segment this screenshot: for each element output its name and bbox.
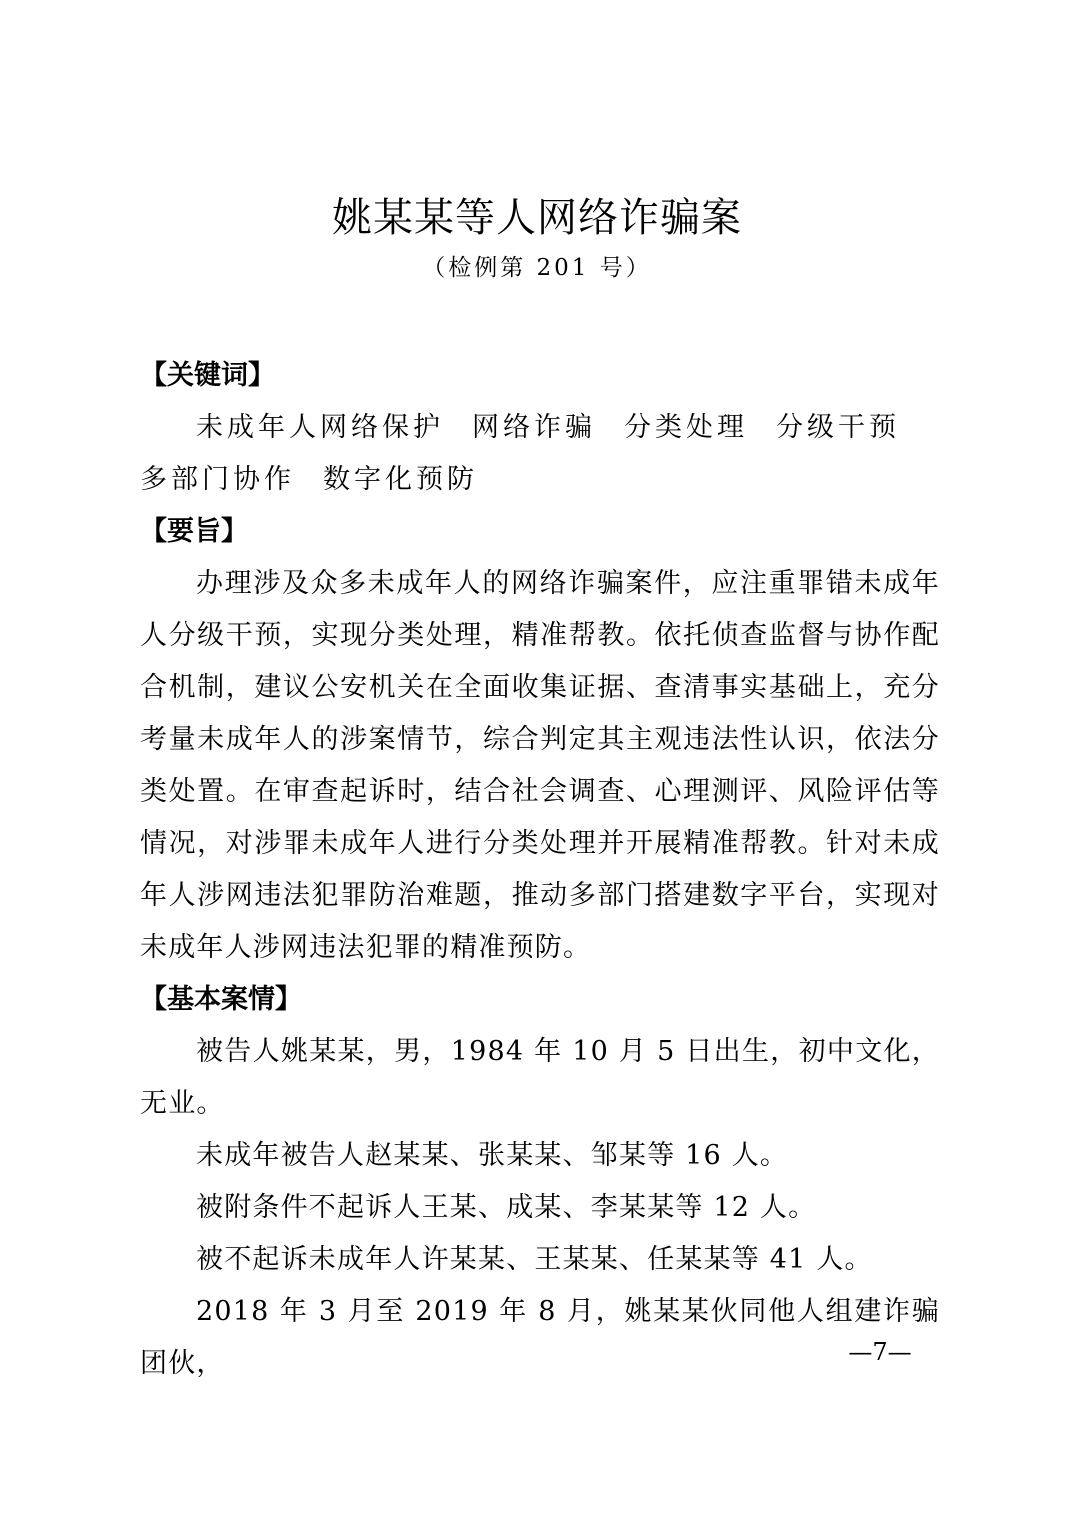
page-number: —7— <box>848 1338 912 1366</box>
facts-paragraph: 被附条件不起诉人王某、成某、李某某等 12 人。 <box>196 1192 817 1223</box>
facts-paragraph: 被告人姚某某，男，1984 年 10 月 5 日出生，初中文化，无业。 <box>140 1036 940 1119</box>
case-title: 姚某某等人网络诈骗案 <box>332 195 742 241</box>
keyword: 数字化预防 <box>323 464 478 495</box>
keyword: 未成年人网络保护 <box>196 412 444 443</box>
keywords-heading: 【关键词】 <box>140 360 275 391</box>
facts-paragraph: 2018 年 3 月至 2019 年 8 月，姚某某伙同他人组建诈骗团伙， <box>140 1296 940 1379</box>
keyword: 分类处理 <box>624 412 748 443</box>
keyword: 多部门协作 <box>140 464 295 495</box>
facts-paragraph: 未成年被告人赵某某、张某某、邹某等 16 人。 <box>196 1140 789 1171</box>
keyword: 分级干预 <box>776 412 900 443</box>
case-number: （检例第 201 号） <box>422 255 652 281</box>
summary-heading: 【要旨】 <box>140 516 248 547</box>
keywords-list <box>140 402 940 506</box>
summary-paragraph: 办理涉及众多未成年人的网络诈骗案件，应注重罪错未成年人分级干预，实现分类处理，精准帮教。依托侦查监督与协作配合机制，建议公安机关在全面收集证据、查清事实基础上，充分考量未成年人的涉案情节，综合判定其主观违法性认识，依法分类处置。在审查起诉时，结合社会调查、心理测评、风险评估等情况，对涉罪未成年人进行分类处理并开展精准帮教。针对未成年人涉网违法犯罪防治难题，推动多部门搭建数字平台，实现对未成年人涉网违法犯罪的精准预防。 <box>140 568 940 963</box>
facts-heading: 【基本案情】 <box>140 984 302 1015</box>
keyword: 网络诈骗 <box>472 412 596 443</box>
facts-paragraph: 被不起诉未成年人许某某、王某某、任某某等 41 人。 <box>196 1244 873 1275</box>
document-body <box>140 350 940 1390</box>
